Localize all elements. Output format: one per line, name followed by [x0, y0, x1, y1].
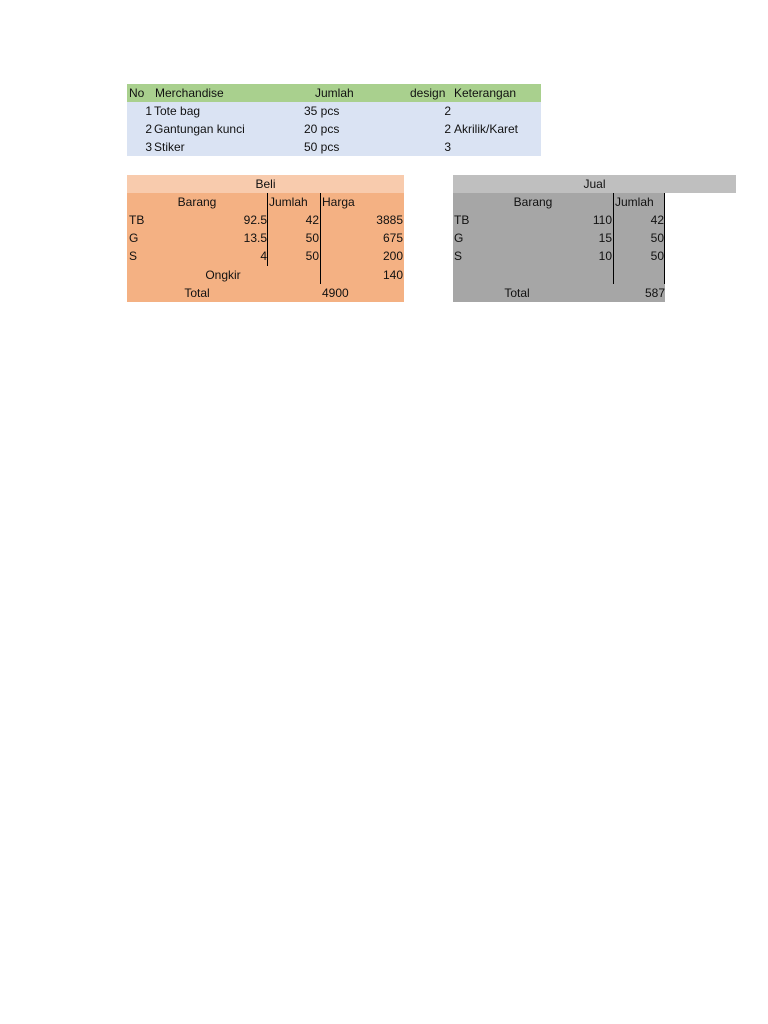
merchandise-header-row [127, 84, 541, 102]
ongkir-label: Ongkir [205, 268, 241, 282]
total-label: Total [184, 286, 210, 300]
header-jumlah: Jumlah [615, 195, 654, 209]
column-divider [613, 193, 614, 284]
merchandise-body [127, 102, 541, 156]
jual-title-row [453, 175, 736, 193]
table-row [453, 247, 665, 265]
cell-design: 2 [444, 104, 451, 118]
column-divider [320, 193, 321, 284]
cell-jumlah: 20 pcs [304, 122, 340, 136]
total-row [453, 284, 665, 302]
total-label: Total [504, 286, 530, 300]
table-row [453, 229, 665, 247]
cell-harga: 675 [382, 231, 403, 245]
cell-barang: 110 [592, 213, 612, 227]
cell-jumlah: 50 [650, 249, 664, 263]
beli-body [127, 193, 404, 302]
header-jumlah: Jumlah [269, 195, 308, 209]
table-row [127, 102, 541, 120]
beli-table [127, 175, 404, 302]
cell-design: 2 [444, 122, 451, 136]
header-barang: Barang [513, 195, 553, 209]
table-row [127, 138, 541, 156]
cell-no: 1 [145, 104, 152, 118]
cell-harga: 200 [382, 249, 403, 263]
cell-item: TB [129, 213, 145, 227]
cell-barang: 13.5 [243, 231, 267, 245]
table-row [127, 229, 404, 247]
total-value: 4900 [322, 286, 349, 300]
cell-item: TB [454, 213, 470, 227]
cell-jumlah: 42 [650, 213, 664, 227]
cell-jumlah: 50 pcs [304, 140, 340, 154]
header-keterangan: Keterangan [454, 86, 517, 100]
cell-merchandise: Stiker [154, 140, 185, 154]
jual-table [453, 175, 736, 302]
column-divider [267, 193, 268, 266]
table-row [453, 211, 665, 229]
cell-design: 3 [444, 140, 451, 154]
table-row [127, 247, 404, 265]
header-no: No [129, 86, 145, 100]
jual-header-row [453, 193, 665, 211]
ongkir-value: 140 [382, 268, 403, 282]
cell-jumlah: 50 [305, 231, 319, 245]
header-barang: Barang [177, 195, 217, 209]
header-jumlah: Jumlah [315, 86, 354, 100]
beli-header-row [127, 193, 404, 211]
jual-body [453, 193, 665, 302]
header-merchandise: Merchandise [155, 86, 224, 100]
cell-harga: 3885 [376, 213, 403, 227]
ongkir-row [127, 266, 404, 284]
column-divider [664, 193, 665, 284]
cell-item: S [454, 249, 463, 263]
cell-barang: 10 [598, 249, 612, 263]
beli-title: Beli [255, 177, 276, 191]
cell-no: 2 [145, 122, 152, 136]
cell-keterangan: Akrilik/Karet [454, 122, 519, 136]
cell-merchandise: Gantungan kunci [154, 122, 245, 136]
cell-jumlah: 42 [305, 213, 319, 227]
header-design: design [410, 86, 446, 100]
cell-jumlah: 50 [305, 249, 319, 263]
jual-title: Jual [583, 177, 606, 191]
beli-title-row [127, 175, 404, 193]
total-value: 587 [644, 286, 665, 300]
cell-item: G [129, 231, 139, 245]
cell-item: S [129, 249, 138, 263]
cell-jumlah: 35 pcs [304, 104, 340, 118]
cell-barang: 92.5 [243, 213, 267, 227]
cell-barang: 4 [260, 249, 267, 263]
cell-no: 3 [145, 140, 152, 154]
total-row [127, 284, 404, 302]
cell-item: G [454, 231, 464, 245]
header-harga: Harga [322, 195, 355, 209]
table-row [127, 211, 404, 229]
cell-jumlah: 50 [650, 231, 664, 245]
merchandise-table [127, 84, 541, 156]
table-row [127, 120, 541, 138]
cell-barang: 15 [598, 231, 612, 245]
cell-merchandise: Tote bag [154, 104, 201, 118]
